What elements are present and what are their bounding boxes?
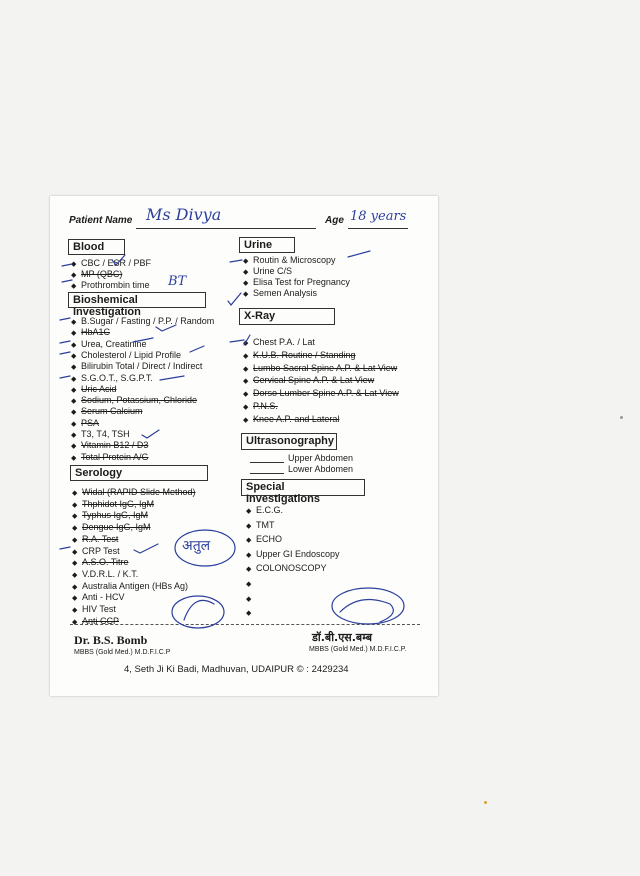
list-item-label: R.A. Test [82, 533, 119, 544]
bullet-icon: ◆ [243, 340, 249, 347]
list-item-label: T3, T4, TSH [81, 429, 130, 439]
list-item-label: TMT [256, 519, 275, 530]
bullet-icon: ◆ [72, 525, 78, 533]
list-item-label: HIV Test [82, 604, 116, 614]
bullet-icon: ◆ [72, 560, 78, 568]
bullet-icon: ◆ [72, 536, 78, 544]
bullet-icon: ◆ [71, 409, 77, 417]
list-item-label: S.G.O.T., S.G.P.T. [81, 372, 153, 383]
bullet-icon: ◆ [72, 513, 78, 521]
bullet-icon: ◆ [71, 454, 77, 462]
list-item-label: Dorso Lumber Spine A.P. & Lat View [253, 388, 399, 399]
bullet-icon: ◆ [71, 330, 77, 338]
bullet-icon: ◆ [71, 420, 77, 428]
bullet-icon: ◆ [71, 443, 77, 451]
list-item-label: Knee A.P. and Lateral [253, 413, 340, 424]
list-item: ◆ CBC / ESR / PBF [71, 258, 152, 268]
patient-name-label: Patient Name [69, 215, 133, 226]
list-item-label: Australia Antigen (HBs Ag) [82, 580, 189, 591]
bullet-icon: ◆ [246, 522, 252, 530]
list-item-label: Anti CCP [82, 615, 120, 626]
bullet-icon: ◆ [243, 365, 249, 373]
list-item-label: Urine C/S [253, 266, 293, 276]
doctor-qualification-left: MBBS (Gold Med.) M.D.F.I.C.P [74, 649, 171, 656]
bullet-icon: ◆ [243, 378, 249, 386]
list-item-label: Sodium, Potassium, Chloride [81, 395, 198, 406]
list-item-label: Semen Analysis [253, 288, 318, 298]
list-item-label: HbA1C [81, 327, 111, 338]
clinic-address: 4, Seth Ji Ki Badi, Madhuvan, UDAIPUR © : 2429234 [124, 664, 349, 675]
list-item-label: Bilirubin Total / Direct / Indirect [81, 361, 203, 372]
bullet-icon: ◆ [72, 490, 78, 497]
list-item-label: Dengue IgG, IgM [82, 522, 151, 533]
age-value: 18 years [350, 209, 407, 224]
bullet-icon: ◆ [243, 280, 249, 287]
paper-speck [620, 416, 623, 419]
bullet-icon: ◆ [243, 404, 249, 411]
bullet-icon: ◆ [72, 607, 78, 614]
doctor-qualification-right: MBBS (Gold Med.) M.D.F.I.C.P. [309, 646, 407, 653]
bullet-icon: ◆ [71, 398, 77, 406]
serology-section-title: Serology [70, 465, 208, 481]
list-item-label: Total Protein A/G [81, 451, 149, 462]
bullet-icon: ◆ [243, 291, 249, 298]
doctor-name: Dr. B.S. Bomb [74, 633, 148, 647]
list-item: ◆ MP (QBC) [71, 269, 123, 279]
paper-speck [484, 801, 487, 804]
list-item-label: E.C.G. [256, 505, 284, 515]
bullet-icon: ◆ [243, 269, 249, 276]
list-item-label: CRP Test [82, 545, 120, 556]
bullet-icon: ◆ [243, 416, 249, 424]
bullet-icon: ◆ [71, 319, 77, 326]
bullet-icon: ◆ [246, 595, 252, 603]
bullet-icon: ◆ [72, 571, 78, 579]
list-item-label: Urea, Creatinine [81, 338, 147, 349]
list-item-label: Vitamin B12 / D3 [81, 440, 149, 451]
handwritten-note: BT [168, 274, 187, 289]
list-item-label: Serum Calcium [81, 406, 143, 417]
list-item: ◆ Prothrombin time [71, 280, 150, 290]
list-item-label: Routin & Microscopy [253, 255, 336, 265]
special-section-title: Special Investigations [241, 479, 365, 496]
age-label: Age [325, 215, 344, 226]
list-item: Upper Abdomen [288, 453, 354, 463]
bullet-icon: ◆ [71, 364, 77, 372]
blood-section-title: Blood [68, 239, 125, 255]
bullet-icon: ◆ [72, 548, 78, 556]
bullet-icon: ◆ [243, 258, 249, 265]
bullet-icon: ◆ [72, 583, 78, 591]
patient-name-value: Ms Divya [146, 205, 222, 224]
list-item-label: Cholesterol / Lipid Profile [81, 349, 182, 360]
bullet-icon: ◆ [246, 610, 252, 618]
bullet-icon: ◆ [72, 595, 78, 603]
list-item-label: B.Sugar / Fasting / P.P. / Random [81, 316, 215, 326]
bullet-icon: ◆ [246, 566, 252, 574]
list-item-label: Uric Acid [81, 383, 117, 394]
list-item-label: Typhus IgG, IgM [82, 510, 149, 521]
bullet-icon: ◆ [246, 551, 252, 559]
list-item-label: Lumbo Sacral Spine A.P. & Lat View [253, 362, 398, 373]
xray-section-title: X-Ray [239, 308, 335, 325]
list-item-label: Upper GI Endoscopy [256, 548, 340, 559]
bullet-icon: ◆ [71, 432, 77, 439]
bullet-icon: ◆ [71, 386, 77, 394]
list-item-label: Chest P.A. / Lat [253, 337, 315, 347]
list-item-label: A.S.O. Titre [82, 557, 129, 568]
bullet-icon: ◆ [246, 537, 252, 545]
bullet-icon: ◆ [71, 352, 77, 360]
bullet-icon: ◆ [246, 508, 252, 515]
biochem-section-title: Bioshemical Investigation [68, 292, 206, 308]
list-item-label: ECHO [256, 534, 283, 545]
list-item-label: Cervical Spine A.P. & Lat View [253, 375, 375, 386]
bullet-icon: ◆ [71, 375, 77, 383]
usg-section-title: Ultrasonography [241, 433, 337, 450]
urine-section-title: Urine [239, 237, 295, 253]
list-item-label: Anti - HCV [82, 592, 125, 603]
bullet-icon: ◆ [243, 391, 249, 399]
bullet-icon: ◆ [246, 581, 252, 588]
handwritten-stamp: अतुल [182, 538, 211, 554]
list-item-label: COLONOSCOPY [256, 563, 327, 574]
doctor-name-hindi: डॉ.बी.एस.बम्ब [312, 631, 373, 644]
list-item-label: Widal (RAPID Slide Method) [82, 487, 196, 497]
list-item-label: P.N.S. [253, 401, 278, 411]
list-item-label: Elisa Test for Pregnancy [253, 277, 350, 287]
bullet-icon: ◆ [72, 618, 78, 626]
list-item-label: Thphidot IgG, IgM [82, 498, 155, 509]
bullet-icon: ◆ [72, 501, 78, 509]
list-item: Lower Abdomen [288, 464, 354, 474]
list-item-label: V.D.R.L. / K.T. [82, 568, 139, 579]
bullet-icon: ◆ [243, 352, 249, 360]
bullet-icon: ◆ [71, 341, 77, 349]
list-item-label: K.U.B. Routine / Standing [253, 349, 356, 360]
list-item-label: PSA [81, 417, 100, 428]
